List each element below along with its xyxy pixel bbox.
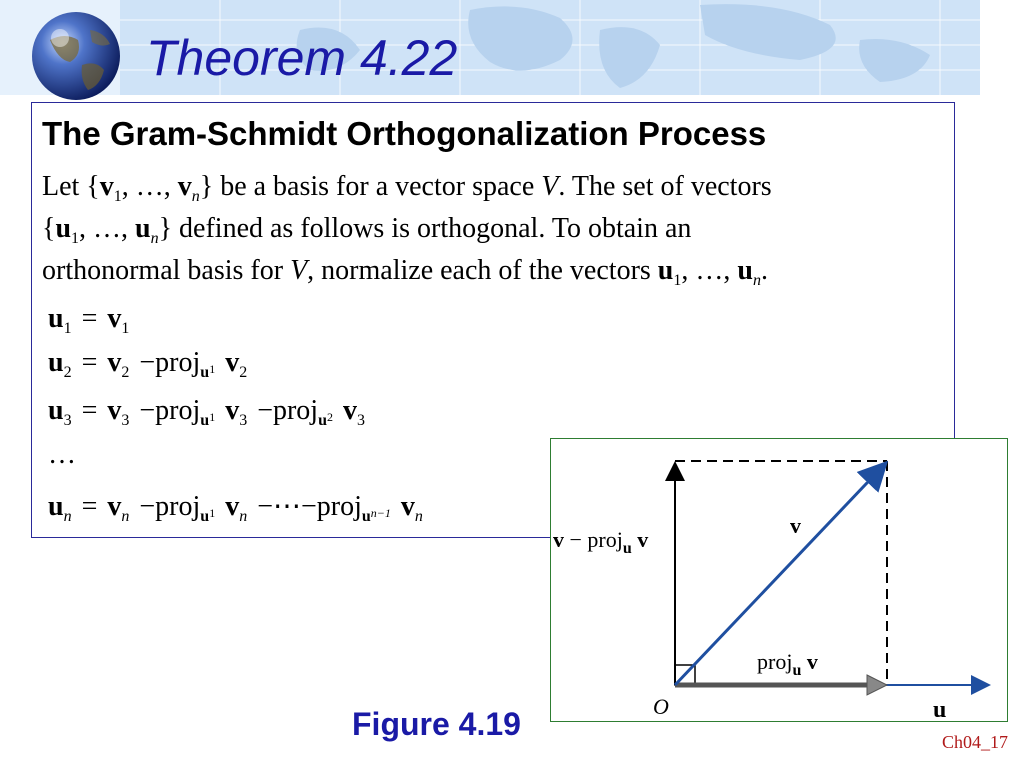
proj-operator: proj	[316, 491, 362, 522]
equation-u1	[48, 301, 129, 347]
eq-operator: =	[81, 491, 98, 522]
subscript: 3	[239, 412, 248, 429]
proj-operator: proj	[155, 395, 201, 426]
eq-symbol: u	[48, 491, 64, 522]
subscript: 2	[121, 364, 130, 381]
eq-operator: −	[139, 395, 156, 426]
text-span: Let {	[42, 171, 100, 202]
text-span: .	[760, 255, 768, 286]
slide-id: Ch04_17	[941, 732, 1008, 752]
text-span: . The set of vectors	[558, 171, 772, 202]
slide-title: Theorem 4.22	[146, 30, 458, 86]
proj-subsubscript: 1	[209, 410, 216, 424]
label-projection	[757, 649, 818, 680]
label-proj-u: u	[792, 662, 802, 679]
eq-symbol: u	[48, 347, 64, 378]
subscript: 1	[113, 188, 122, 205]
text-span: {	[42, 213, 56, 244]
vector-symbol: u	[135, 213, 151, 244]
projection-arrowhead	[867, 675, 887, 695]
eq-symbol: u	[48, 303, 64, 334]
eq-operator: =	[81, 303, 98, 334]
eq-symbol: v	[343, 395, 357, 426]
proj-subscript: u	[200, 508, 210, 525]
subscript: n	[191, 188, 200, 205]
proj-subscript: u	[318, 412, 327, 429]
text-span: } defined as follows is orthogonal. To obtain an	[158, 213, 692, 244]
theorem-text-line-3	[42, 253, 768, 299]
subscript: 1	[121, 320, 130, 337]
space-symbol: V	[541, 171, 559, 202]
equation-u2	[48, 345, 247, 391]
subscript: 2	[63, 364, 72, 381]
text-span: , …,	[79, 213, 136, 244]
eq-symbol: v	[107, 395, 122, 426]
eq-operator: −	[257, 395, 273, 426]
proj-operator: proj	[155, 347, 201, 378]
eq-operator: −⋯−	[257, 491, 317, 522]
subscript: n	[150, 230, 159, 247]
subscript: 1	[673, 272, 682, 289]
eq-symbol: u	[48, 395, 64, 426]
theorem-heading: The Gram-Schmidt Orthogonalization Process	[42, 115, 767, 152]
text-span: } be a basis for a vector space	[199, 171, 542, 202]
eq-symbol: v	[225, 491, 240, 522]
proj-subscript: u	[200, 364, 210, 381]
eq-symbol: v	[225, 347, 240, 378]
eq-symbol: v	[225, 395, 240, 426]
text-span: , …,	[681, 255, 738, 286]
eq-operator: =	[81, 395, 98, 426]
equation-ellipsis: …	[48, 439, 76, 470]
proj-subsubscript: 1	[209, 362, 216, 376]
subscript: n	[239, 508, 248, 525]
text-span: , …,	[121, 171, 178, 202]
label-proj-text: proj	[757, 649, 793, 674]
eq-symbol: v	[107, 303, 122, 334]
subscript: n	[121, 508, 130, 525]
proj-subsubscript: n−1	[370, 506, 391, 520]
eq-operator: −	[139, 491, 156, 522]
label-perp-v: v	[553, 527, 564, 552]
text-span: orthonormal basis for	[42, 255, 291, 286]
eq-operator: −	[139, 347, 156, 378]
proj-operator: proj	[155, 491, 201, 522]
proj-subsubscript: 1	[209, 506, 216, 520]
label-proj-v: v	[801, 649, 818, 674]
label-perp-minus: − proj	[564, 527, 623, 552]
label-perp-u: u	[622, 540, 632, 557]
subscript: 3	[357, 412, 365, 429]
subscript: n	[63, 508, 72, 525]
label-u: u	[933, 697, 947, 723]
eq-operator: =	[81, 347, 98, 378]
globe-icon	[30, 10, 122, 102]
subscript: n	[752, 272, 761, 289]
vector-symbol: v	[177, 171, 192, 202]
vector-symbol: u	[55, 213, 72, 244]
subscript: n	[414, 508, 423, 525]
subscript: 3	[63, 412, 72, 429]
subscript: 1	[63, 320, 72, 337]
vector-symbol: v	[99, 171, 114, 202]
equation-u3	[48, 393, 365, 439]
eq-symbol: v	[107, 347, 122, 378]
proj-subsubscript: 2	[327, 410, 333, 424]
theorem-text-line-1	[42, 169, 772, 215]
proj-subscript: u	[200, 412, 210, 429]
label-v: v	[790, 513, 801, 538]
proj-subscript: u	[361, 508, 371, 525]
figure-box	[550, 438, 1008, 722]
figure-caption: Figure 4.19	[352, 706, 521, 742]
text-span: , normalize each of the vectors	[307, 255, 658, 286]
label-perpendicular	[553, 527, 648, 558]
label-perp-v2: v	[631, 527, 649, 552]
subscript: 1	[71, 230, 80, 247]
equation-un	[48, 489, 423, 535]
vector-symbol: u	[657, 255, 674, 286]
space-symbol: V	[290, 255, 308, 286]
subscript: 2	[239, 364, 248, 381]
subscript: 3	[121, 412, 130, 429]
eq-symbol: v	[107, 491, 122, 522]
proj-operator: proj	[272, 395, 319, 426]
theorem-text-line-2	[42, 211, 691, 257]
label-origin: O	[653, 694, 669, 719]
eq-symbol: v	[400, 491, 415, 522]
vector-symbol: u	[737, 255, 753, 286]
